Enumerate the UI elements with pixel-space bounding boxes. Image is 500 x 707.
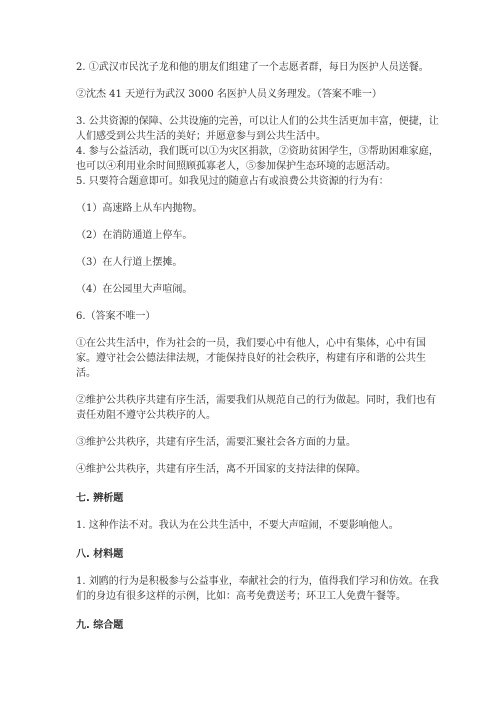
answer-5-list-item: （4）在公园里大声喧闹。 <box>76 284 193 295</box>
section-8-heading: 八. 材料题 <box>76 549 124 560</box>
answer-6: 6.（答案不唯一） <box>76 311 156 322</box>
answer-5-list-item: （2）在消防通道上停车。 <box>76 230 193 241</box>
answer-6-list-item: ②维护公共秩序共建有序生活，需要我们从规范自己的行为做起。同时，我们也有责任劝阻不遵守公共秩序的人。 <box>76 395 436 421</box>
answer-5: 5. 只要符合题意即可。如我见过的随意占有或浪费公共资源的行为有： <box>76 176 389 187</box>
section-7-answer: 1. 这种作法不对。我认为在公共生活中，不要大声喧闹，不要影响他人。 <box>76 520 399 531</box>
answer-5-list-item: （3）在人行道上摆摊。 <box>76 257 183 268</box>
answer-6-list-item: ④维护公共秩序，共建有序生活，离不开国家的支持法律的保障。 <box>76 464 366 475</box>
answer-3: 3. 公共资源的保障、公共设施的完善，可以让人们的公共生活更加丰富，便捷，让人们感受到公共生活的美好；并愿意参与到公共生活中。 <box>76 116 439 142</box>
section-9-heading: 九. 综合题 <box>76 620 124 631</box>
answer-5-list-item: （1）高速路上从车内抛物。 <box>76 203 203 214</box>
section-8-answer: 1. 刘鸥的行为是积极参与公益事业，奉献社会的行为，值得我们学习和仿效。在我们的身边有很多这样的示例，比如：高考免费送考；环卫工人免费午餐等。 <box>76 576 439 602</box>
answer-2-item-2: ②沈杰 41 天逆行为武汉 3000 名医护人员义务理发。（答案不唯一） <box>76 89 382 100</box>
answer-6-list-item: ③维护公共秩序，共建有序生活，需要汇聚社会各方面的力量。 <box>76 437 356 448</box>
answer-4: 4. 参与公益活动，我们既可以①为灾区捐款，②资助贫困学生，③帮助困难家庭，也可以④利用业余时间照顾孤寡老人，⑤参加保护生态环境的志愿活动。 <box>76 146 439 172</box>
answer-6-list-item: ①在公共生活中，作为社会的一员，我们要心中有他人，心中有集体，心中有国家。遵守社会公德法律法规，才能保持良好的社会秩序，构建有序和谐的公共生活。 <box>76 338 426 379</box>
section-7-heading: 七. 辨析题 <box>76 493 124 504</box>
answer-2-item-1: 2. ①武汉市民沈子龙和他的朋友们组建了一个志愿者群，每日为医护人员送餐。 <box>76 62 429 73</box>
